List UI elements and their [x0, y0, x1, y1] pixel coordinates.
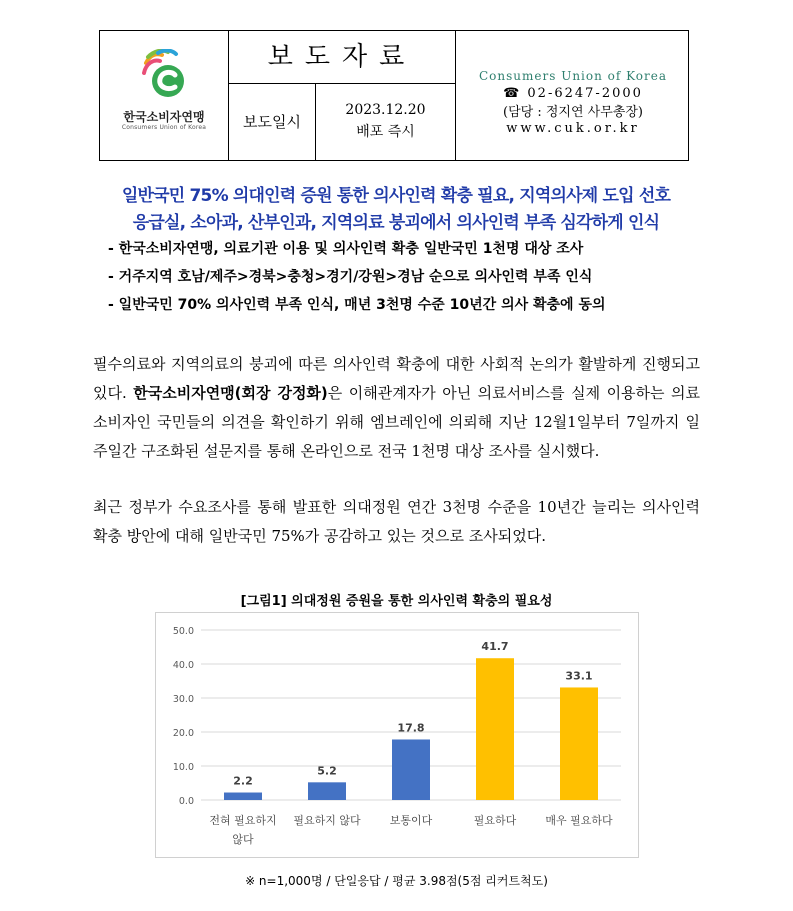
body-paragraph-1	[93, 350, 700, 466]
y-tick-label: 0.0	[178, 796, 194, 807]
release-timing: 배포 즉시	[356, 124, 415, 140]
chart-frame	[155, 612, 639, 858]
y-tick-label: 30.0	[172, 694, 194, 705]
summary-bullet: - 한국소비자연맹, 의료기관 이용 및 의사인력 확충 일반국민 1천명 대상 조사	[108, 241, 584, 257]
org-logo	[100, 31, 228, 160]
body-text: 은 이해관계자가 아닌 의료서비스를 실제 이용하는 의료소비자인 국민들의 의견을 확인하기 위해 엠브레인에 의뢰해 지난 12월1일부터 7일까지 일주일간 구조화된 설문지를 통해 온라인으로 전국 1천명 대상 조사를 실시했다.	[93, 384, 700, 460]
bar-value-label: 17.8	[397, 721, 425, 735]
bar	[560, 687, 598, 800]
release-date	[316, 99, 455, 143]
y-tick-label: 10.0	[172, 762, 194, 773]
bar-chart	[156, 613, 638, 857]
bar-value-label: 33.1	[565, 669, 593, 683]
press-release-header	[99, 30, 689, 161]
figure-note: ※ n=1,000명 / 단일응답 / 평균 3.98점(5점 리커트척도)	[245, 874, 548, 888]
summary-bullet: - 거주지역 호남/제주>경북>충청>경기/강원>경남 순으로 의사인력 부족 인식	[108, 269, 593, 285]
bar-value-label: 41.7	[481, 640, 509, 654]
x-category-label: 않다	[232, 833, 254, 846]
y-tick-label: 40.0	[172, 660, 194, 671]
bar-value-label: 5.2	[317, 764, 337, 778]
headline-line-1: 일반국민 75% 의대인력 증원 통한 의사인력 확충 필요, 지역의사제 도입 선호	[121, 186, 671, 206]
org-name: 한국소비자연맹	[123, 110, 205, 124]
x-category-label: 필요하지 않다	[293, 814, 361, 827]
y-tick-label: 20.0	[172, 728, 194, 739]
bar	[224, 793, 262, 800]
summary-bullet: - 일반국민 70% 의사인력 부족 인식, 매년 3천명 수준 10년간 의사 확충에 동의	[108, 297, 606, 313]
website-link[interactable]: www.cuk.or.kr	[506, 121, 640, 136]
contact-info	[456, 69, 690, 136]
bar	[392, 739, 430, 800]
x-category-label: 보통이다	[389, 814, 433, 827]
bar-value-label: 2.2	[233, 774, 253, 788]
x-category-label: 전혀 필요하지	[209, 814, 277, 827]
bar	[308, 782, 346, 800]
contact-phone: ☎ 02-6247-2000	[503, 86, 643, 101]
body-paragraph-2: 최근 정부가 수요조사를 통해 발표한 의대정원 연간 3천명 수준을 10년간 늘리는 의사인력 확충 방안에 대해 일반국민 75%가 공감하고 있는 것으로 조사되었다.	[93, 498, 700, 545]
x-category-label: 매우 필요하다	[545, 814, 613, 827]
cuk-logo-icon	[142, 49, 188, 101]
figure-title: [그림1] 의대정원 증원을 통한 의사인력 확충의 필요성	[240, 594, 553, 609]
contact-org: Consumers Union of Korea	[479, 69, 667, 83]
body-text: 필수의료와 지역의료의 붕괴에 따른 의사인력 확충에 대한 사회적 논의가 활발하게 진행되고 있다.	[93, 355, 700, 402]
release-date-value: 2023.12.20	[345, 102, 426, 118]
page-title: 보도자료	[267, 42, 417, 72]
org-name-en: Consumers Union of Korea	[121, 124, 207, 131]
x-category-label: 필요하다	[473, 814, 517, 827]
release-date-label: 보도일시	[243, 113, 301, 131]
contact-person: (담당 : 정지연 사무총장)	[503, 105, 643, 120]
headline-line-2: 응급실, 소아과, 산부인과, 지역의료 붕괴에서 의사인력 부족 심각하게 인식	[132, 213, 660, 233]
body-text-bold: 한국소비자연맹(회장 강정화)	[133, 384, 328, 402]
y-tick-label: 50.0	[172, 626, 194, 637]
bar	[476, 658, 514, 800]
